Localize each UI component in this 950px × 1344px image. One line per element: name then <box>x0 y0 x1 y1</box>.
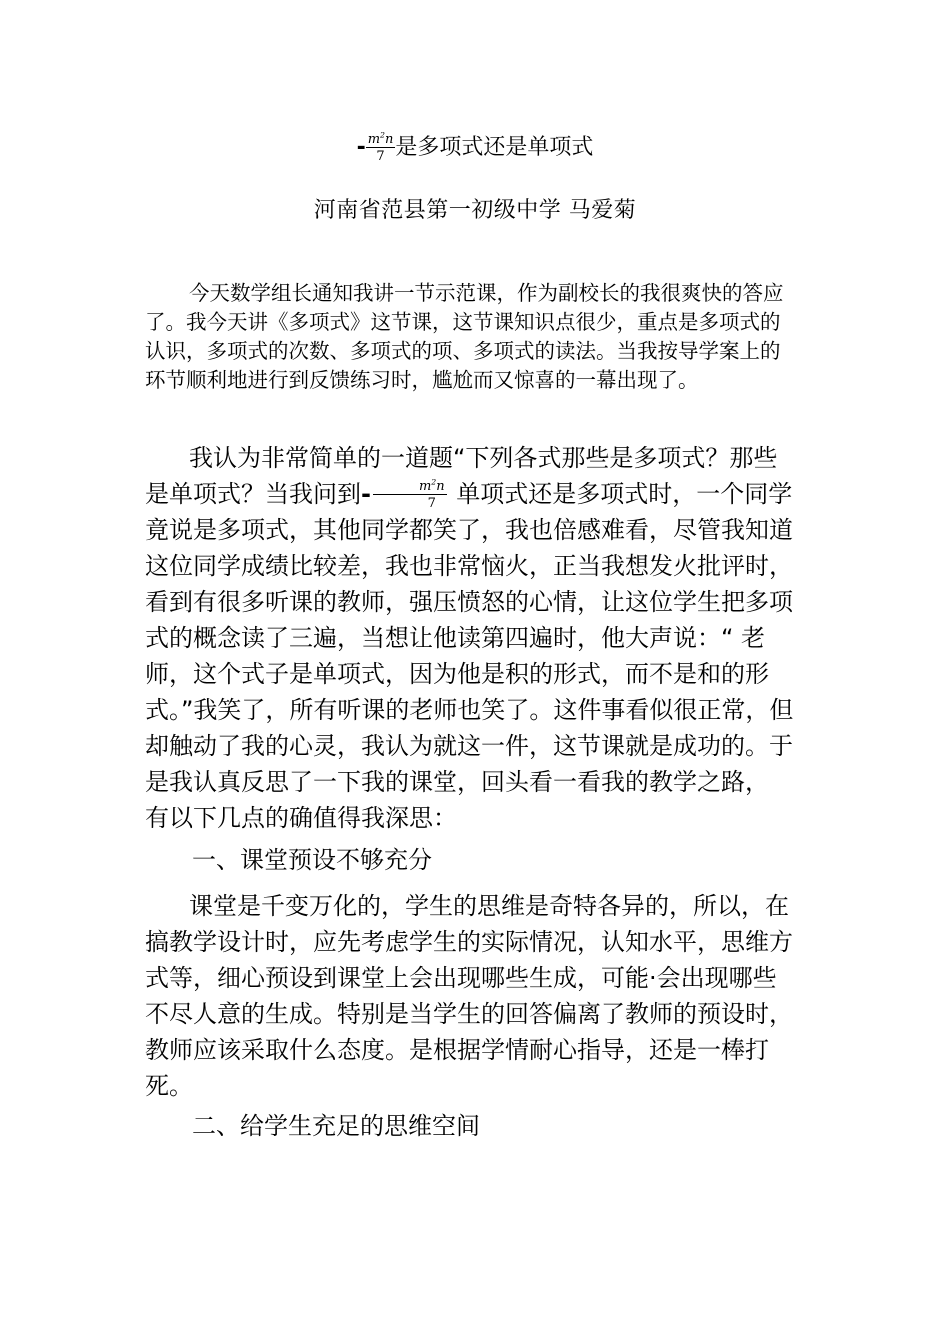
paragraph-1: 今天数学组长通知我讲一节示范课，作为副校长的我很爽快的答应了。我今天讲《多项式》这节课，这节课知识点很少，重点是多项式的认识，多项式的次数、多项式的项、多项式的读法。当我按导学案上的环节顺利地进行到反馈练习时，尴尬而又惊喜的一幕出现了。 <box>145 281 784 392</box>
section-heading-2: 二、给学生充足的思维空间 <box>192 1112 480 1140</box>
title-fraction <box>366 130 396 164</box>
paragraph-2-text-before: 我认为非常简单的一道题“下列各式那些是多项式？那些是单项式？当我问到 <box>145 444 778 508</box>
inline-minus-sign: - <box>361 480 371 508</box>
title-numerator-exponent: 2 <box>380 130 386 140</box>
inline-fraction-numerator <box>373 477 447 495</box>
paragraph-2 <box>145 440 795 836</box>
title-text: 是多项式还是单项式 <box>395 135 594 160</box>
title-numerator-var-n: n <box>385 132 394 147</box>
author-line: 河南省范县第一初级中学 马爱菊 <box>313 198 637 223</box>
inline-numerator-var-n: n <box>436 479 445 494</box>
inline-fraction <box>373 477 447 511</box>
title-numerator-var-m: m <box>367 132 381 147</box>
title-fraction-denominator: 7 <box>376 149 385 164</box>
title-fraction-numerator <box>366 130 396 148</box>
paragraph-2-text-after: 单项式还是多项式时，一个同学竟说是多项式，其他同学都笑了，我也倍感难看，尽管我知道这位同学成绩比较差，我也非常恼火，正当我想发火批评时，看到有很多听课的教师，强压愤怒的心情，让这位学生把多项式的概念读了三遍，当想让他读第四遍时，他大声说：“ 老师，这个式子是单项式，因为他是积的形式，而不是和的形式。”我笑了，所有听课的老师也笑了。这件事看似很正常，但却触动了我的心灵，我认为就这一件，这节课就是成功的。于是我认真反思了一下我的课堂，回头看一看我的教学之路， 有以下几点的确值得我深思： <box>145 480 794 832</box>
section-heading-1: 一、课堂预设不够充分 <box>192 846 432 874</box>
inline-numerator-var-m: m <box>418 479 432 494</box>
inline-numerator-exponent: 2 <box>431 477 437 487</box>
paragraph-3: 课堂是千变万化的，学生的思维是奇特各异的，所以，在搞教学设计时，应先考虑学生的实际情况，认知水平，思维方式等，细心预设到课堂上会出现哪些生成，可能·会出现哪些不尽人意的生成。特别是当学生的回答偏离了教师的预设时，教师应该采取什么态度。是根据学情耐心指导，还是一棒打死。 <box>145 892 793 1100</box>
title-minus-sign: - <box>356 135 366 160</box>
inline-fraction-denominator: 7 <box>427 496 436 511</box>
document-title <box>0 130 950 163</box>
